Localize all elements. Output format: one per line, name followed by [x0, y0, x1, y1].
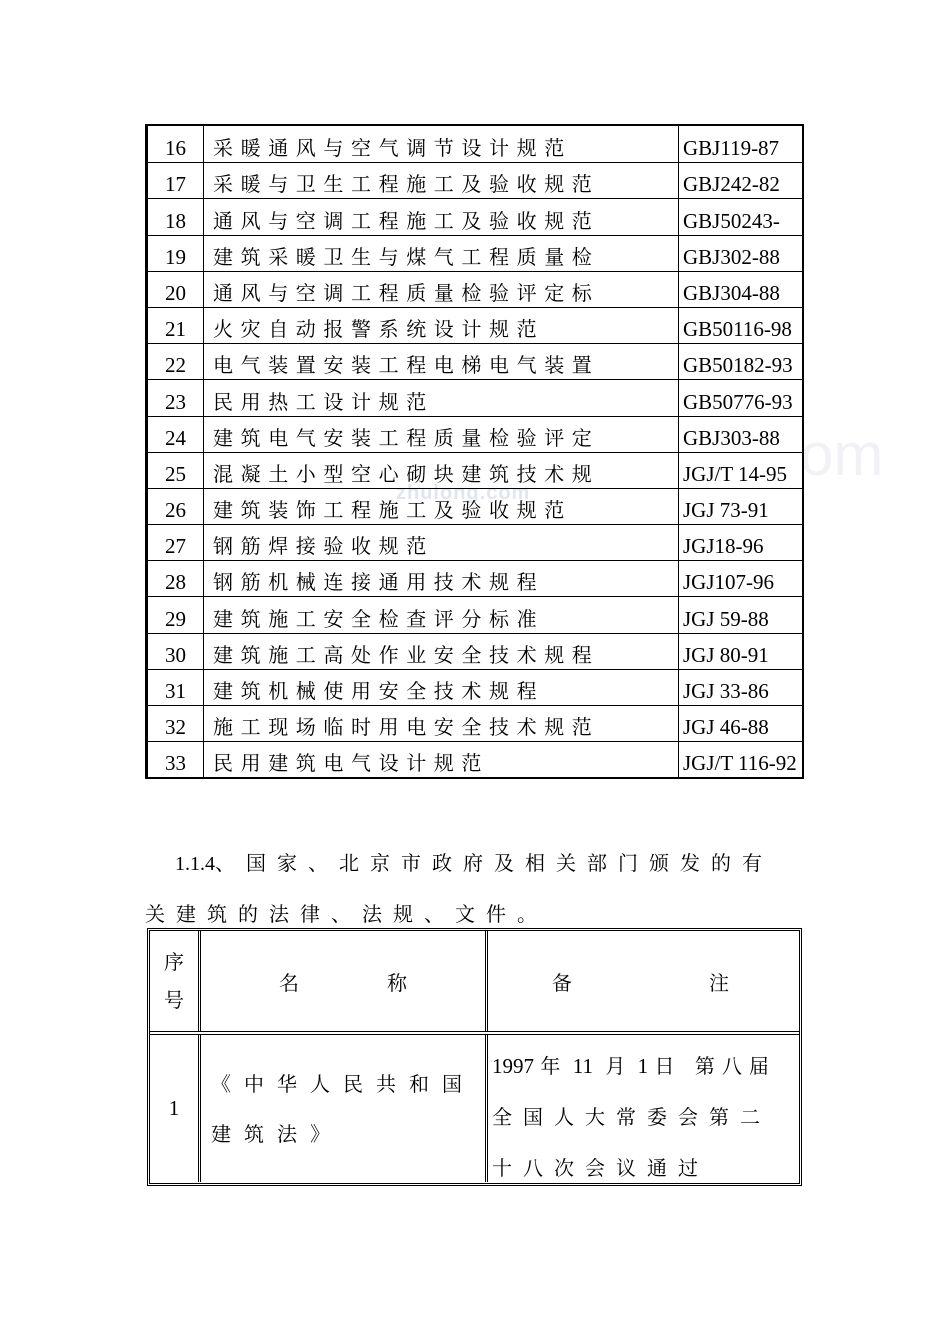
table-row [148, 271, 802, 307]
standard-name: 钢筋机械连接通用技术规程 [204, 561, 679, 596]
watermark-large: om [800, 421, 884, 488]
standard-code: GBJ242-82 [683, 172, 780, 197]
header-note-char-1: 备 [552, 970, 572, 995]
standard-code: GBJ50243- [683, 208, 780, 233]
standard-code: JGJ 33-86 [683, 679, 769, 703]
header-seq-bottom: 号 [164, 988, 184, 1012]
row-number: 20 [148, 272, 204, 307]
table-row [148, 633, 802, 669]
standard-code: JGJ18-96 [683, 534, 764, 559]
standard-code: JGJ 73-91 [683, 498, 769, 523]
row-seq: 1 [150, 1035, 201, 1182]
watermark: zhulong.com [396, 482, 531, 504]
row-number: 30 [148, 634, 204, 669]
row-number: 24 [148, 417, 204, 452]
standards-table [145, 124, 804, 779]
table-row [148, 126, 802, 162]
row-number: 29 [148, 597, 204, 632]
standard-code: JGJ107-96 [683, 570, 775, 595]
row-number: 17 [148, 163, 204, 198]
standard-code: JGJ 80-91 [683, 642, 769, 667]
standard-code: GBJ302-88 [683, 244, 780, 269]
table-row [148, 524, 802, 560]
table-row [148, 162, 802, 198]
standard-code: JGJ/T 116-92 [683, 751, 797, 776]
header-note-char-2: 注 [709, 970, 729, 995]
table-row [148, 416, 802, 452]
row-number: 23 [148, 380, 204, 415]
standard-name: 通风与空调工程质量检验评定标 [204, 272, 679, 307]
row-name-line-1: 《中华人民共和国 [211, 1072, 475, 1096]
standard-name: 建筑电气安装工程质量检验评定 [204, 417, 679, 452]
standard-name: 施工现场临时用电安全技术规范 [204, 706, 679, 741]
row-number: 27 [148, 525, 204, 560]
table-row [148, 741, 802, 777]
standard-name: 火灾自动报警系统设计规范 [204, 308, 679, 343]
table-row [148, 705, 802, 741]
header-seq [150, 931, 201, 1031]
row-number: 33 [148, 742, 204, 777]
section-title-part1: 、国家、北京市政府及相关部门颁发的有 [215, 851, 773, 875]
standard-code: GB50116-98 [683, 317, 792, 342]
row-number: 18 [148, 199, 204, 234]
row-number: 21 [148, 308, 204, 343]
standard-code: JGJ 59-88 [683, 606, 769, 631]
section-paragraph [145, 838, 805, 939]
row-number: 22 [148, 344, 204, 379]
standard-name: 民用热工设计规范 [204, 380, 679, 415]
table-row [148, 307, 802, 343]
row-number: 16 [148, 126, 204, 162]
note-day: 1 [637, 1054, 649, 1078]
row-number: 32 [148, 706, 204, 741]
standard-name: 建筑施工安全检查评分标准 [204, 597, 679, 632]
table-row [148, 560, 802, 596]
note-day-suffix: 日 第八届 [654, 1054, 776, 1078]
standard-code: JGJ/T 14-95 [683, 461, 788, 486]
standard-code: GB50776-93 [683, 389, 793, 414]
section-line-1 [145, 838, 805, 889]
standard-name: 通风与空调工程施工及验收规范 [204, 199, 679, 234]
table-row [148, 235, 802, 271]
laws-table [147, 928, 802, 1186]
row-note-line-2: 全国人大常委会第二 [492, 1105, 771, 1129]
row-note-line-3: 十八次会议通过 [492, 1156, 709, 1180]
standard-name: 采暖与卫生工程施工及验收规范 [204, 163, 679, 198]
standard-name: 混凝土小型空心砌块建筑技术规 [204, 453, 679, 488]
row-name-line-2: 建筑法》 [211, 1122, 343, 1146]
table-row [148, 343, 802, 379]
standard-name: 电气装置安装工程电梯电气装置 [204, 344, 679, 379]
header-name-char-1: 名 [279, 970, 299, 995]
table-row [148, 596, 802, 632]
row-number: 26 [148, 489, 204, 524]
note-year-suffix: 年 [540, 1054, 561, 1078]
standard-code: GB50182-93 [683, 353, 793, 378]
table-row [148, 379, 802, 415]
standard-code: JGJ 46-88 [683, 715, 769, 740]
standard-name: 建筑施工高处作业安全技术规程 [204, 634, 679, 669]
header-note [488, 931, 799, 1031]
standard-code: GBJ303-88 [683, 425, 780, 450]
table-row [148, 198, 802, 234]
standard-name: 建筑装饰工程施工及验收规范 [204, 489, 679, 524]
row-number: 31 [148, 670, 204, 705]
standard-name: 民用建筑电气设计规范 [204, 742, 679, 777]
note-month-suffix: 月 [605, 1054, 626, 1078]
row-number: 28 [148, 561, 204, 596]
table-row [150, 1035, 799, 1182]
row-name [201, 1035, 488, 1182]
standard-code: GBJ119-87 [683, 136, 780, 161]
standard-code: GBJ304-88 [683, 280, 780, 305]
header-name [201, 931, 488, 1031]
row-number: 19 [148, 236, 204, 271]
row-note [488, 1035, 799, 1182]
table-row [148, 669, 802, 705]
laws-table-header [150, 931, 799, 1035]
header-name-char-2: 称 [387, 970, 407, 995]
table-row [148, 452, 802, 488]
header-seq-top: 序 [164, 950, 184, 974]
standard-name: 建筑机械使用安全技术规程 [204, 670, 679, 705]
standard-name: 采暖通风与空气调节设计规范 [204, 126, 679, 162]
section-title-part2: 关建筑的法律、法规、文件。 [145, 902, 548, 926]
table-row [148, 488, 802, 524]
row-note-line-1 [492, 1041, 799, 1092]
section-number: 1.1.4 [175, 853, 215, 875]
row-number: 25 [148, 453, 204, 488]
standard-name: 钢筋焊接验收规范 [204, 525, 679, 560]
note-month: 11 [572, 1054, 593, 1078]
standard-name: 建筑采暖卫生与煤气工程质量检 [204, 236, 679, 271]
note-year: 1997 [492, 1054, 534, 1078]
